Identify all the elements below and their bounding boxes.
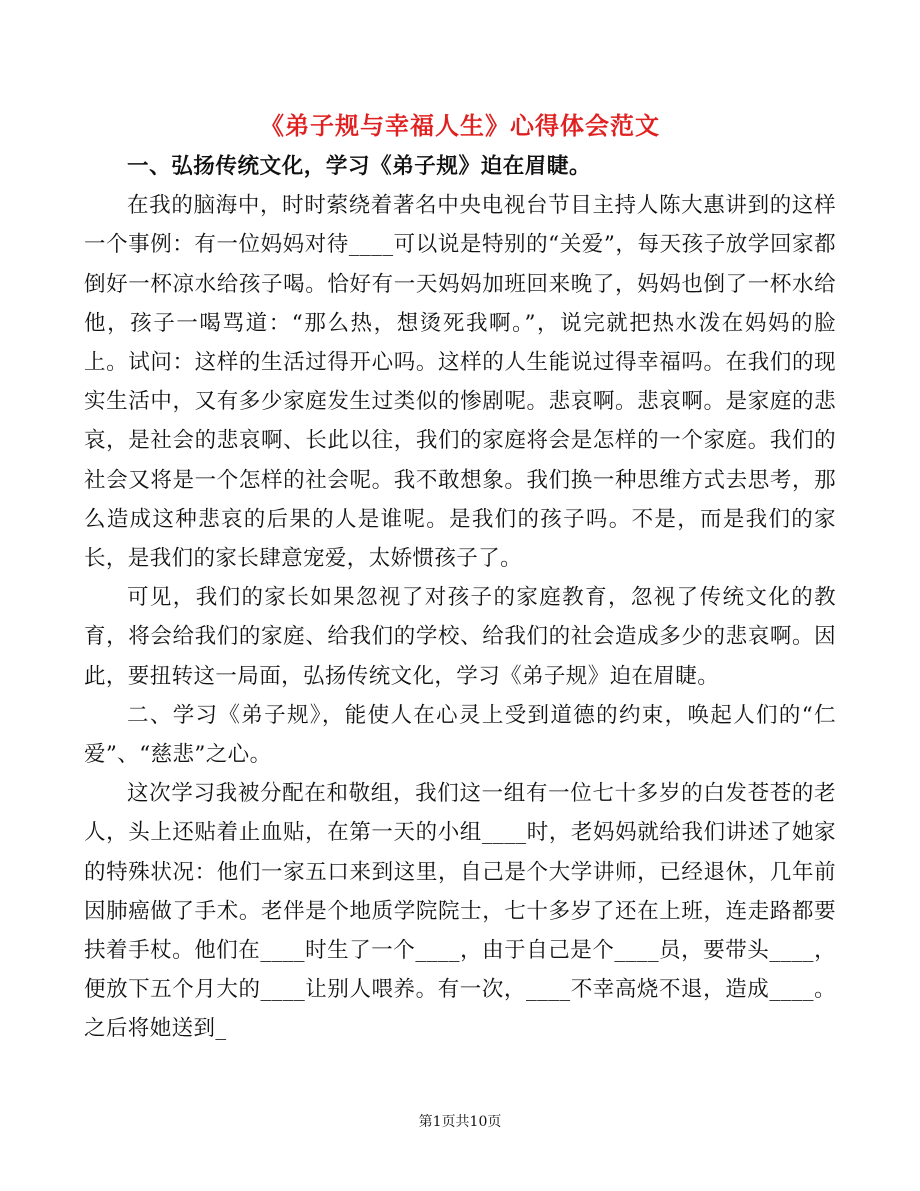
section-heading-1: 一、弘扬传统文化，学习《弟子规》迫在眉睫。 (127, 154, 592, 179)
body-paragraph-2: 可见，我们的家长如果忽视了对孩子的家庭教育，忽视了传统文化的教育，将会给我们的家庭、给我们的学校、给我们的社会造成多少的悲哀啊。因此，要扭转这一局面，弘扬传统文化，学习《弟子规》迫在眉睫。 (84, 585, 836, 689)
body-paragraph-3: 这次学习我被分配在和敬组，我们这一组有一位七十多岁的白发苍苍的老人，头上还贴着止血贴，在第一天的小组____时，老妈妈就给我们讲述了她家的特殊状况：他们一家五口来到这里，自己是个大学讲师，已经退休，几年前因肺癌做了手术。老伴是个地质学院院士，七十多岁了还在上班，连走路都要扶着手杖。他们在____时生了一个____，由于自己是个____员，要带头____，便放下五个月大的____让别人喂养。有一次，____不幸高烧不退，造成____。之后将她送到_ (84, 781, 836, 1042)
document-title: 《弟子规与幸福人生》心得体会范文 (260, 111, 660, 140)
section-heading-2: 二、学习《弟子规》，能使人在心灵上受到道德的约束，唤起人们的“仁爱”、“慈悲”之心。 (84, 702, 836, 768)
body-paragraph-1: 在我的脑海中，时时萦绕着著名中央电视台节目主持人陈大惠讲到的这样一个事例：有一位妈妈对待____可以说是特别的“关爱”，每天孩子放学回家都倒好一杯凉水给孩子喝。恰好有一天妈妈加班回来晚了，妈妈也倒了一杯水给他，孩子一喝骂道：“那么热，想烫死我啊。”，说完就把热水泼在妈妈的脸上。试问：这样的生活过得开心吗。这样的人生能说过得幸福吗。在我们的现实生活中，又有多少家庭发生过类似的惨剧呢。悲哀啊。悲哀啊。是家庭的悲哀，是社会的悲哀啊、长此以往，我们的家庭将会是怎样的一个家庭。我们的社会又将是一个怎样的社会呢。我不敢想象。我们换一种思维方式去思考，那么造成这种悲哀的后果的人是谁呢。是我们的孩子吗。不是，而是我们的家长，是我们的家长肆意宠爱，太娇惯孩子了。 (84, 193, 836, 572)
document-body (84, 147, 836, 1049)
page-number-footer: 第1页共10页 (418, 1114, 502, 1130)
